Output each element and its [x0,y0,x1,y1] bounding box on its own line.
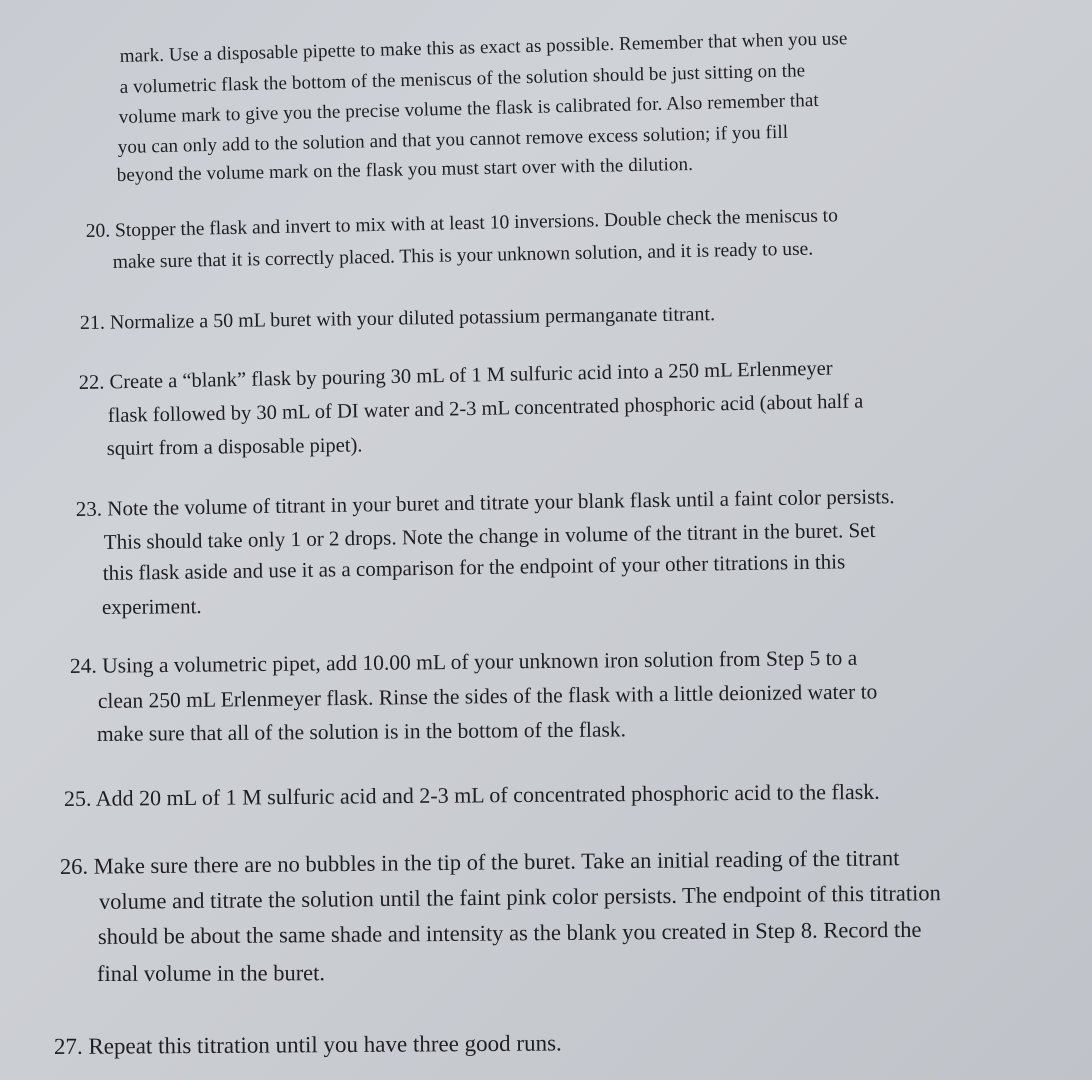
step-line: should be about the same shade and intensity as the blank you created in Step 8. Record the [97,916,922,949]
step-text: Make sure there are no bubbles in the tip of the buret. Take an initial reading of the titrant [93,845,900,879]
intro-line: a volumetric flask the bottom of the meniscus of the solution should be just sitting on the [119,60,806,98]
step-line [69,645,858,678]
step-line: clean 250 mL Erlenmeyer flask. Rinse the sides of the flask with a little deionized water to [97,679,878,713]
step-line [79,359,833,394]
step-line: squirt from a disposable pipet). [106,434,363,460]
step-text: Add 20 mL of 1 M sulfuric acid and 2-3 mL of concentrated phosphoric acid to the flask. [95,778,880,811]
step-number: 21. [79,311,106,334]
step-line: experiment. [101,594,202,619]
intro-line: you can only add to the solution and that you cannot remove excess solution; if you fill [117,121,789,158]
intro-line: beyond the volume mark on the flask you must start over with the dilution. [116,153,694,186]
step-line: final volume in the buret. [96,960,326,986]
step-line: flask followed by 30 mL of DI water and 2-3 mL concentrated phosphoric acid (about half a [107,390,864,427]
step-text: Normalize a 50 mL buret with your diluted potassium permanganate titrant. [109,303,716,334]
step-line: make sure that it is correctly placed. This is your unknown solution, and it is ready to use. [112,238,814,273]
step-number: 24. [69,653,97,678]
step-number: 27. [53,1033,83,1059]
step-number: 20. [85,220,111,242]
step-text: Note the volume of titrant in your buret and titrate your blank flask until a faint color persists. [107,484,895,521]
step-line: volume and titrate the solution until the faint pink color persists. The endpoint of this titration [98,880,941,914]
step-line [86,206,838,241]
intro-line: mark. Use a disposable pipette to make this as exact as possible. Remember that when you use [119,28,848,67]
step-number: 25. [63,785,92,811]
step-line [76,486,895,520]
step-text: Stopper the flask and invert to mix with at least 10 inversions. Double check the meniscus to [114,205,839,242]
step-line [60,847,900,878]
step-text: Using a volumetric pipet, add 10.00 mL of your unknown iron solution from Step 5 to a [102,645,858,678]
step-line: This should take only 1 or 2 drops. Note the change in volume of the titrant in the buret. Set [103,517,876,554]
step-line [63,778,880,811]
step-text: Repeat this titration until you have three good runs. [88,1030,562,1059]
step-number: 26. [59,853,89,879]
step-text: Create a “blank” flask by pouring 30 mL of 1 M sulfuric acid into a 250 mL Erlenmeyer [109,357,833,394]
step-number: 22. [78,371,105,394]
step-line [54,1031,562,1058]
step-line: this flask aside and use it as a comparison for the endpoint of your other titrations in this [102,549,846,585]
step-line [80,304,715,333]
step-line: make sure that all of the solution is in the bottom of the flask. [96,717,627,746]
step-number: 23. [75,496,103,521]
intro-line: volume mark to give you the precise volume the flask is calibrated for. Also remember that [118,89,820,128]
